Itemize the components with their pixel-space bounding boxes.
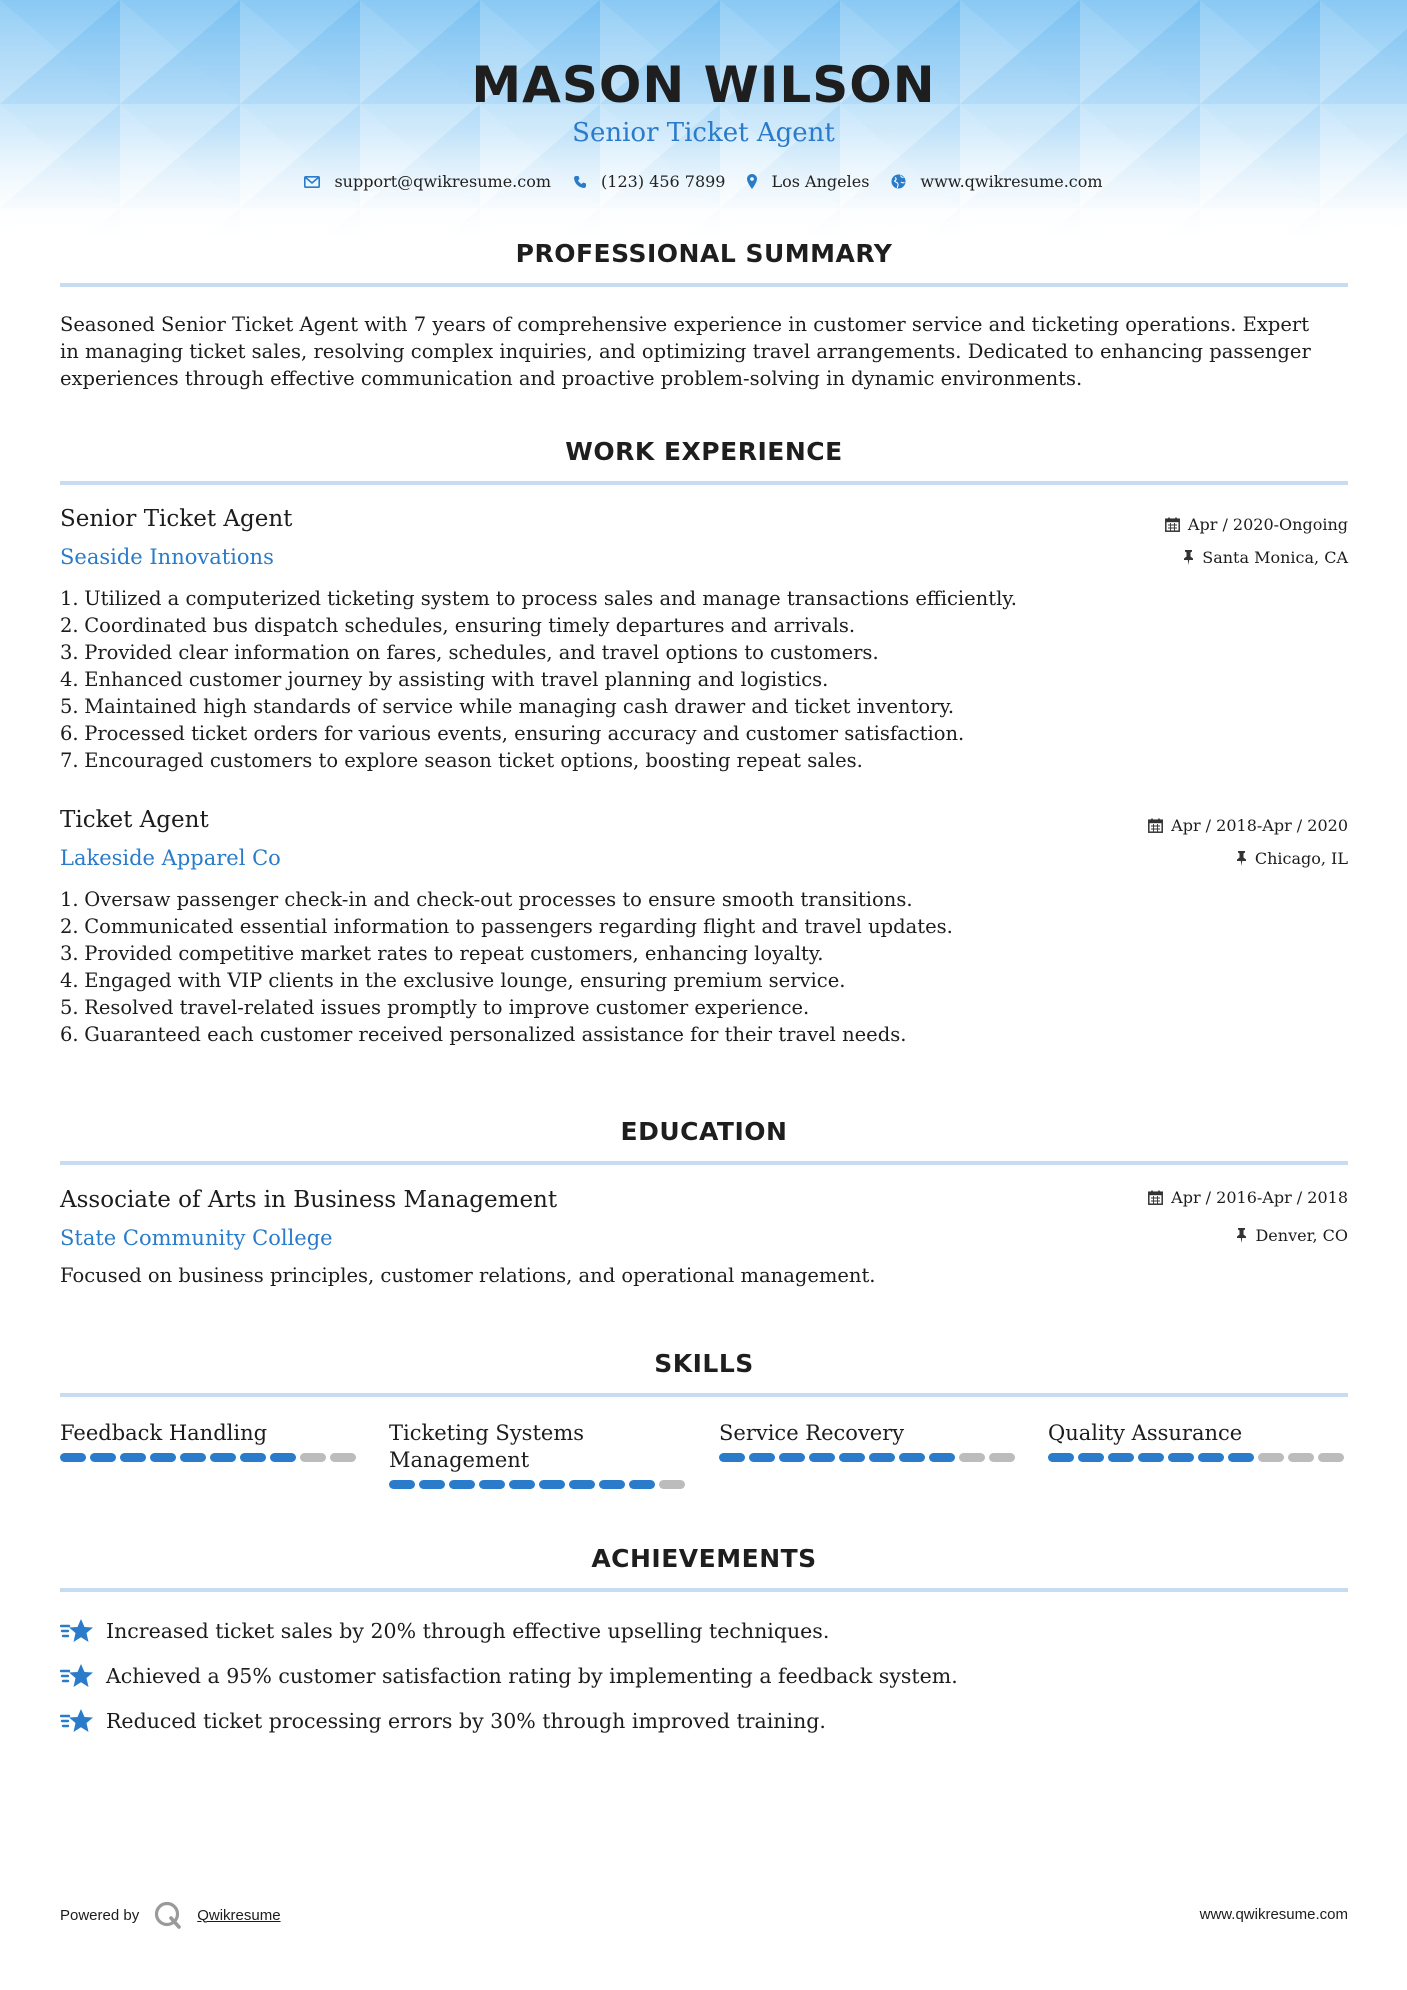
email-text: support@qwikresume.com xyxy=(334,172,552,191)
skills-divider xyxy=(60,1393,1348,1397)
company-name[interactable]: Lakeside Apparel Co xyxy=(60,846,281,870)
powered-by-label: Powered by xyxy=(60,1906,140,1924)
skill-segment-filled xyxy=(509,1480,535,1489)
list-item: 3. Provided competitive market rates to repeat customers, enhancing loyalty. xyxy=(60,942,824,965)
website-text: www.qwikresume.com xyxy=(920,172,1103,191)
list-item: 4. Engaged with VIP clients in the exclusive lounge, ensuring premium service. xyxy=(60,969,846,992)
candidate-role: Senior Ticket Agent xyxy=(572,118,835,148)
company-name[interactable]: Seaside Innovations xyxy=(60,545,274,569)
skill-segment-filled xyxy=(869,1453,895,1462)
summary-text xyxy=(60,311,1350,392)
skill-segment-filled xyxy=(719,1453,745,1462)
skill-segment-filled xyxy=(809,1453,835,1462)
skill-segment-filled xyxy=(599,1480,625,1489)
summary-line: experiences through effective communication and proactive problem-solving in dynamic environments. xyxy=(60,367,1083,390)
location-text: Los Angeles xyxy=(771,172,870,191)
skill-segment-empty xyxy=(989,1453,1015,1462)
summary-line: in managing ticket sales, resolving complex inquiries, and optimizing travel arrangements. Dedicated to enhancing passenger xyxy=(60,340,1311,363)
skill-item xyxy=(1048,1420,1348,1462)
skill-segment-filled xyxy=(120,1453,146,1462)
skill-segment-empty xyxy=(659,1480,685,1489)
skill-segment-filled xyxy=(180,1453,206,1462)
phone-text: (123) 456 7899 xyxy=(601,172,726,191)
dates-text: Apr / 2020-Ongoing xyxy=(1187,515,1348,534)
skill-segment-filled xyxy=(1078,1453,1104,1462)
skill-segment-filled xyxy=(749,1453,775,1462)
phone-icon xyxy=(573,175,587,189)
dates-text: Apr / 2018-Apr / 2020 xyxy=(1171,816,1348,835)
list-item: 1. Utilized a computerized ticketing system to process sales and manage transactions efficiently. xyxy=(60,587,1017,610)
skill-segment-empty xyxy=(1258,1453,1284,1462)
list-item: 6. Processed ticket orders for various events, ensuring accuracy and customer satisfaction. xyxy=(60,722,965,745)
location-text: Chicago, IL xyxy=(1254,849,1348,868)
star-icon xyxy=(60,1707,94,1735)
achievements-divider xyxy=(60,1588,1348,1592)
achievement-item xyxy=(60,1662,958,1690)
education-divider xyxy=(60,1161,1348,1165)
skill-item xyxy=(719,1420,1019,1462)
candidate-name: MASON WILSON xyxy=(471,56,936,114)
calendar-icon xyxy=(1165,517,1180,532)
star-icon xyxy=(60,1617,94,1645)
skill-name: Quality Assurance xyxy=(1048,1421,1243,1445)
skill-item xyxy=(389,1420,689,1489)
skill-segment-filled xyxy=(779,1453,805,1462)
skill-level-bar xyxy=(60,1453,360,1462)
experience-heading: WORK EXPERIENCE xyxy=(565,437,843,466)
skill-segment-filled xyxy=(1048,1453,1074,1462)
list-item: 3. Provided clear information on fares, schedules, and travel options to customers. xyxy=(60,641,879,664)
job-dates xyxy=(1148,816,1348,835)
list-item: 1. Oversaw passenger check-in and check-out processes to ensure smooth transitions. xyxy=(60,888,913,911)
skills-heading: SKILLS xyxy=(654,1349,754,1378)
calendar-icon xyxy=(1148,1190,1163,1205)
contact-location xyxy=(747,172,869,191)
skill-segment-filled xyxy=(150,1453,176,1462)
footer-powered-by xyxy=(60,1900,281,1930)
pushpin-icon xyxy=(1236,851,1247,866)
skill-segment-empty xyxy=(330,1453,356,1462)
skill-segment-filled xyxy=(1228,1453,1254,1462)
job-title: Senior Ticket Agent xyxy=(60,506,293,532)
job-bullets xyxy=(60,886,1350,1048)
skill-segment-filled xyxy=(270,1453,296,1462)
skill-segment-filled xyxy=(449,1480,475,1489)
pushpin-icon xyxy=(1183,550,1194,565)
skill-segment-filled xyxy=(90,1453,116,1462)
skill-name: Feedback Handling xyxy=(60,1421,268,1445)
achievement-item xyxy=(60,1617,829,1645)
skill-segment-filled xyxy=(1168,1453,1194,1462)
achievement-text: Increased ticket sales by 20% through effective upselling techniques. xyxy=(106,1619,830,1643)
qwikresume-logo-icon xyxy=(153,1900,183,1930)
job-bullets xyxy=(60,585,1350,774)
skill-segment-filled xyxy=(389,1480,415,1489)
skill-segment-empty xyxy=(1318,1453,1344,1462)
skill-name: Ticketing Systems Management xyxy=(389,1421,585,1472)
skill-level-bar xyxy=(1048,1453,1348,1462)
skill-segment-filled xyxy=(479,1480,505,1489)
skill-segment-empty xyxy=(1288,1453,1314,1462)
list-item: 5. Resolved travel-related issues promptly to improve customer experience. xyxy=(60,996,810,1019)
list-item: 5. Maintained high standards of service while managing cash drawer and ticket inventory. xyxy=(60,695,955,718)
achievement-item xyxy=(60,1707,826,1735)
skill-segment-filled xyxy=(1138,1453,1164,1462)
skill-level-bar xyxy=(389,1480,689,1489)
skill-segment-filled xyxy=(539,1480,565,1489)
list-item: 2. Communicated essential information to passengers regarding flight and travel updates. xyxy=(60,915,953,938)
globe-icon xyxy=(891,174,906,189)
map-marker-icon xyxy=(747,174,757,189)
skill-segment-filled xyxy=(899,1453,925,1462)
skill-segment-filled xyxy=(629,1480,655,1489)
achievements-heading: ACHIEVEMENTS xyxy=(591,1544,817,1573)
skill-segment-empty xyxy=(959,1453,985,1462)
skill-item xyxy=(60,1420,360,1462)
skill-segment-filled xyxy=(1108,1453,1134,1462)
envelope-icon xyxy=(304,176,320,188)
pushpin-icon xyxy=(1236,1228,1247,1243)
location-text: Denver, CO xyxy=(1255,1226,1348,1245)
skill-segment-filled xyxy=(60,1453,86,1462)
skill-segment-filled xyxy=(929,1453,955,1462)
skill-level-bar xyxy=(719,1453,1019,1462)
star-icon xyxy=(60,1662,94,1690)
education-description: Focused on business principles, customer relations, and operational management. xyxy=(60,1264,876,1287)
skill-segment-filled xyxy=(240,1453,266,1462)
list-item: 4. Enhanced customer journey by assisting with travel planning and logistics. xyxy=(60,668,829,691)
contact-email[interactable] xyxy=(304,172,551,191)
contact-phone[interactable] xyxy=(573,172,725,191)
skill-segment-filled xyxy=(1198,1453,1224,1462)
contact-website[interactable] xyxy=(891,172,1102,191)
dates-text: Apr / 2016-Apr / 2018 xyxy=(1171,1188,1348,1207)
skill-segment-filled xyxy=(839,1453,865,1462)
calendar-icon xyxy=(1148,818,1163,833)
achievement-text: Reduced ticket processing errors by 30% through improved training. xyxy=(106,1709,826,1733)
degree-title: Associate of Arts in Business Management xyxy=(60,1187,558,1213)
achievement-text: Achieved a 95% customer satisfaction rating by implementing a feedback system. xyxy=(106,1664,958,1688)
experience-divider xyxy=(60,481,1348,485)
list-item: 7. Encouraged customers to explore season ticket options, boosting repeat sales. xyxy=(60,749,863,772)
education-heading: EDUCATION xyxy=(620,1117,788,1146)
summary-heading: PROFESSIONAL SUMMARY xyxy=(515,239,893,268)
skill-name: Service Recovery xyxy=(719,1421,905,1445)
skill-segment-filled xyxy=(569,1480,595,1489)
education-location xyxy=(1236,1226,1348,1245)
skill-segment-filled xyxy=(419,1480,445,1489)
summary-line: Seasoned Senior Ticket Agent with 7 years of comprehensive experience in customer service and ticketing operations. Expert xyxy=(60,313,1310,336)
footer-website[interactable]: www.qwikresume.com xyxy=(1199,1906,1348,1923)
skill-segment-filled xyxy=(210,1453,236,1462)
skill-segment-empty xyxy=(300,1453,326,1462)
job-dates xyxy=(1165,515,1348,534)
location-text: Santa Monica, CA xyxy=(1202,548,1348,567)
list-item: 6. Guaranteed each customer received personalized assistance for their travel needs. xyxy=(60,1023,907,1046)
school-name[interactable]: State Community College xyxy=(60,1226,333,1250)
contact-bar xyxy=(0,172,1407,191)
qwikresume-link[interactable]: Qwikresume xyxy=(197,1906,281,1924)
list-item: 2. Coordinated bus dispatch schedules, ensuring timely departures and arrivals. xyxy=(60,614,856,637)
job-location xyxy=(1183,548,1348,567)
job-title: Ticket Agent xyxy=(60,807,209,833)
job-location xyxy=(1236,849,1348,868)
education-dates xyxy=(1148,1188,1348,1207)
summary-divider xyxy=(60,283,1348,287)
